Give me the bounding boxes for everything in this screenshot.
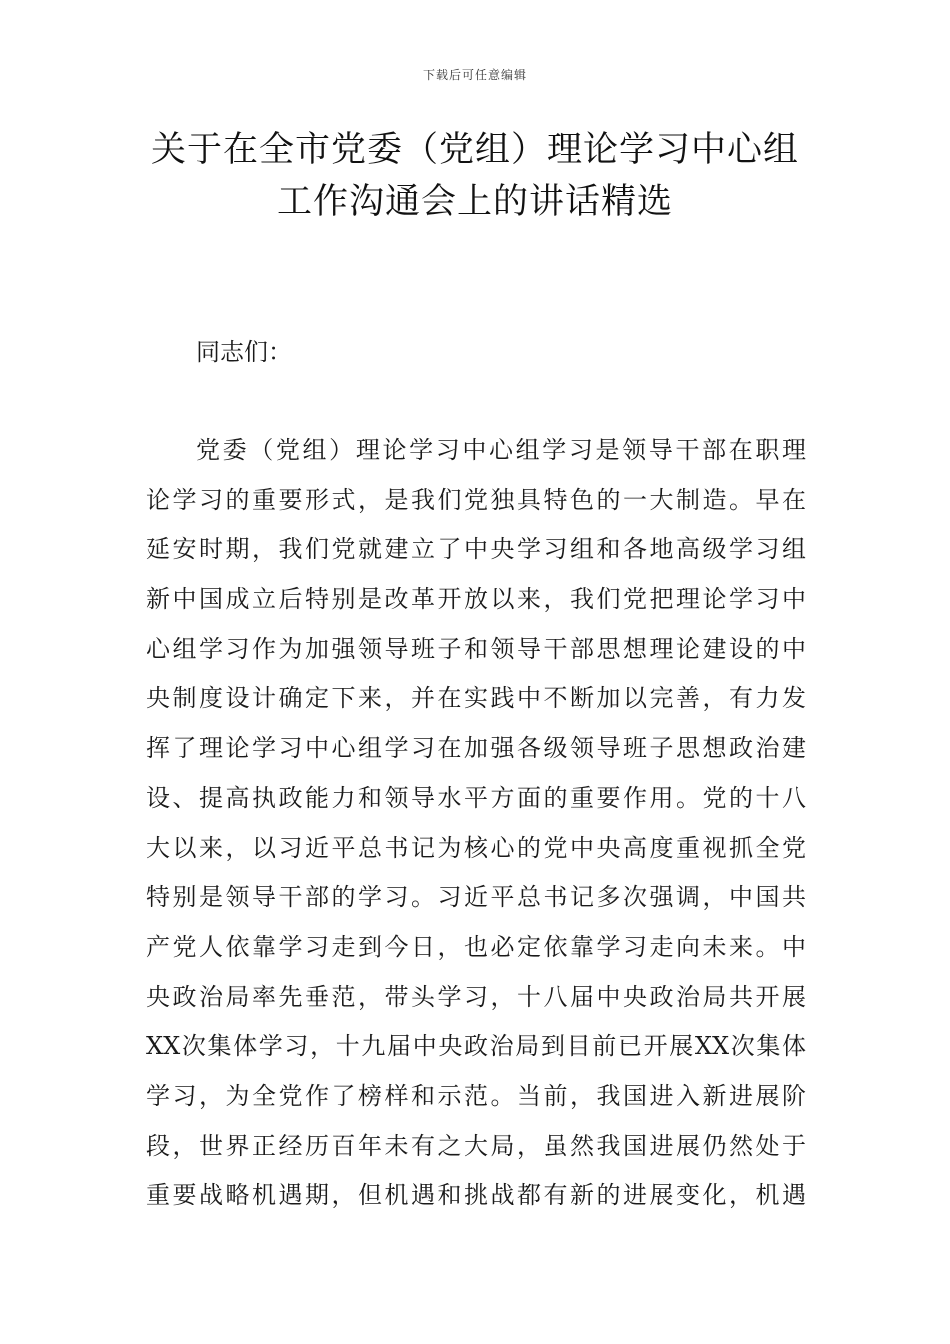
body-line: XX次集体学习，十九届中央政治局到目前已开展XX次集体 <box>146 1032 806 1061</box>
body-line: 产党人依靠学习走到今日，也必定依靠学习走向未来。中 <box>146 932 806 961</box>
body-line: 学习，为全党作了榜样和示范。当前，我国进入新进展阶 <box>146 1081 806 1110</box>
document-title <box>100 124 850 228</box>
body-line: 新中国成立后特别是改革开放以来，我们党把理论学习中 <box>146 585 806 614</box>
body-line: 段，世界正经历百年未有之大局，虽然我国进展仍然处于 <box>146 1131 806 1160</box>
title-line-2: 工作沟通会上的讲话精选 <box>276 182 673 222</box>
body-line: 特别是领导干部的学习。习近平总书记多次强调，中国共 <box>146 883 806 912</box>
body-line: 大以来，以习近平总书记为核心的党中央高度重视抓全党 <box>146 833 806 862</box>
body-line: 延安时期，我们党就建立了中央学习组和各地高级学习组 <box>146 535 806 564</box>
body-paragraph <box>146 426 806 1221</box>
body-line: 设、提高执政能力和领导水平方面的重要作用。党的十八 <box>146 783 806 812</box>
greeting: 同志们： <box>196 338 292 366</box>
body-line: 央政治局率先垂范，带头学习，十八届中央政治局共开展 <box>146 982 806 1011</box>
body-line: 央制度设计确定下来，并在实践中不断加以完善，有力发 <box>146 684 806 713</box>
header-note: 下载后可任意编辑 <box>422 68 527 82</box>
title-line-1: 关于在全市党委（党组）理论学习中心组 <box>150 130 799 170</box>
body-line: 重要战略机遇期，但机遇和挑战都有新的进展变化，机遇 <box>146 1181 806 1210</box>
body-line: 心组学习作为加强领导班子和领导干部思想理论建设的中 <box>146 634 806 663</box>
body-line: 党委（党组）理论学习中心组学习是领导干部在职理 <box>196 436 806 464</box>
body-line: 论学习的重要形式，是我们党独具特色的一大制造。早在 <box>146 485 806 514</box>
body-line: 挥了理论学习中心组学习在加强各级领导班子思想政治建 <box>146 734 806 763</box>
